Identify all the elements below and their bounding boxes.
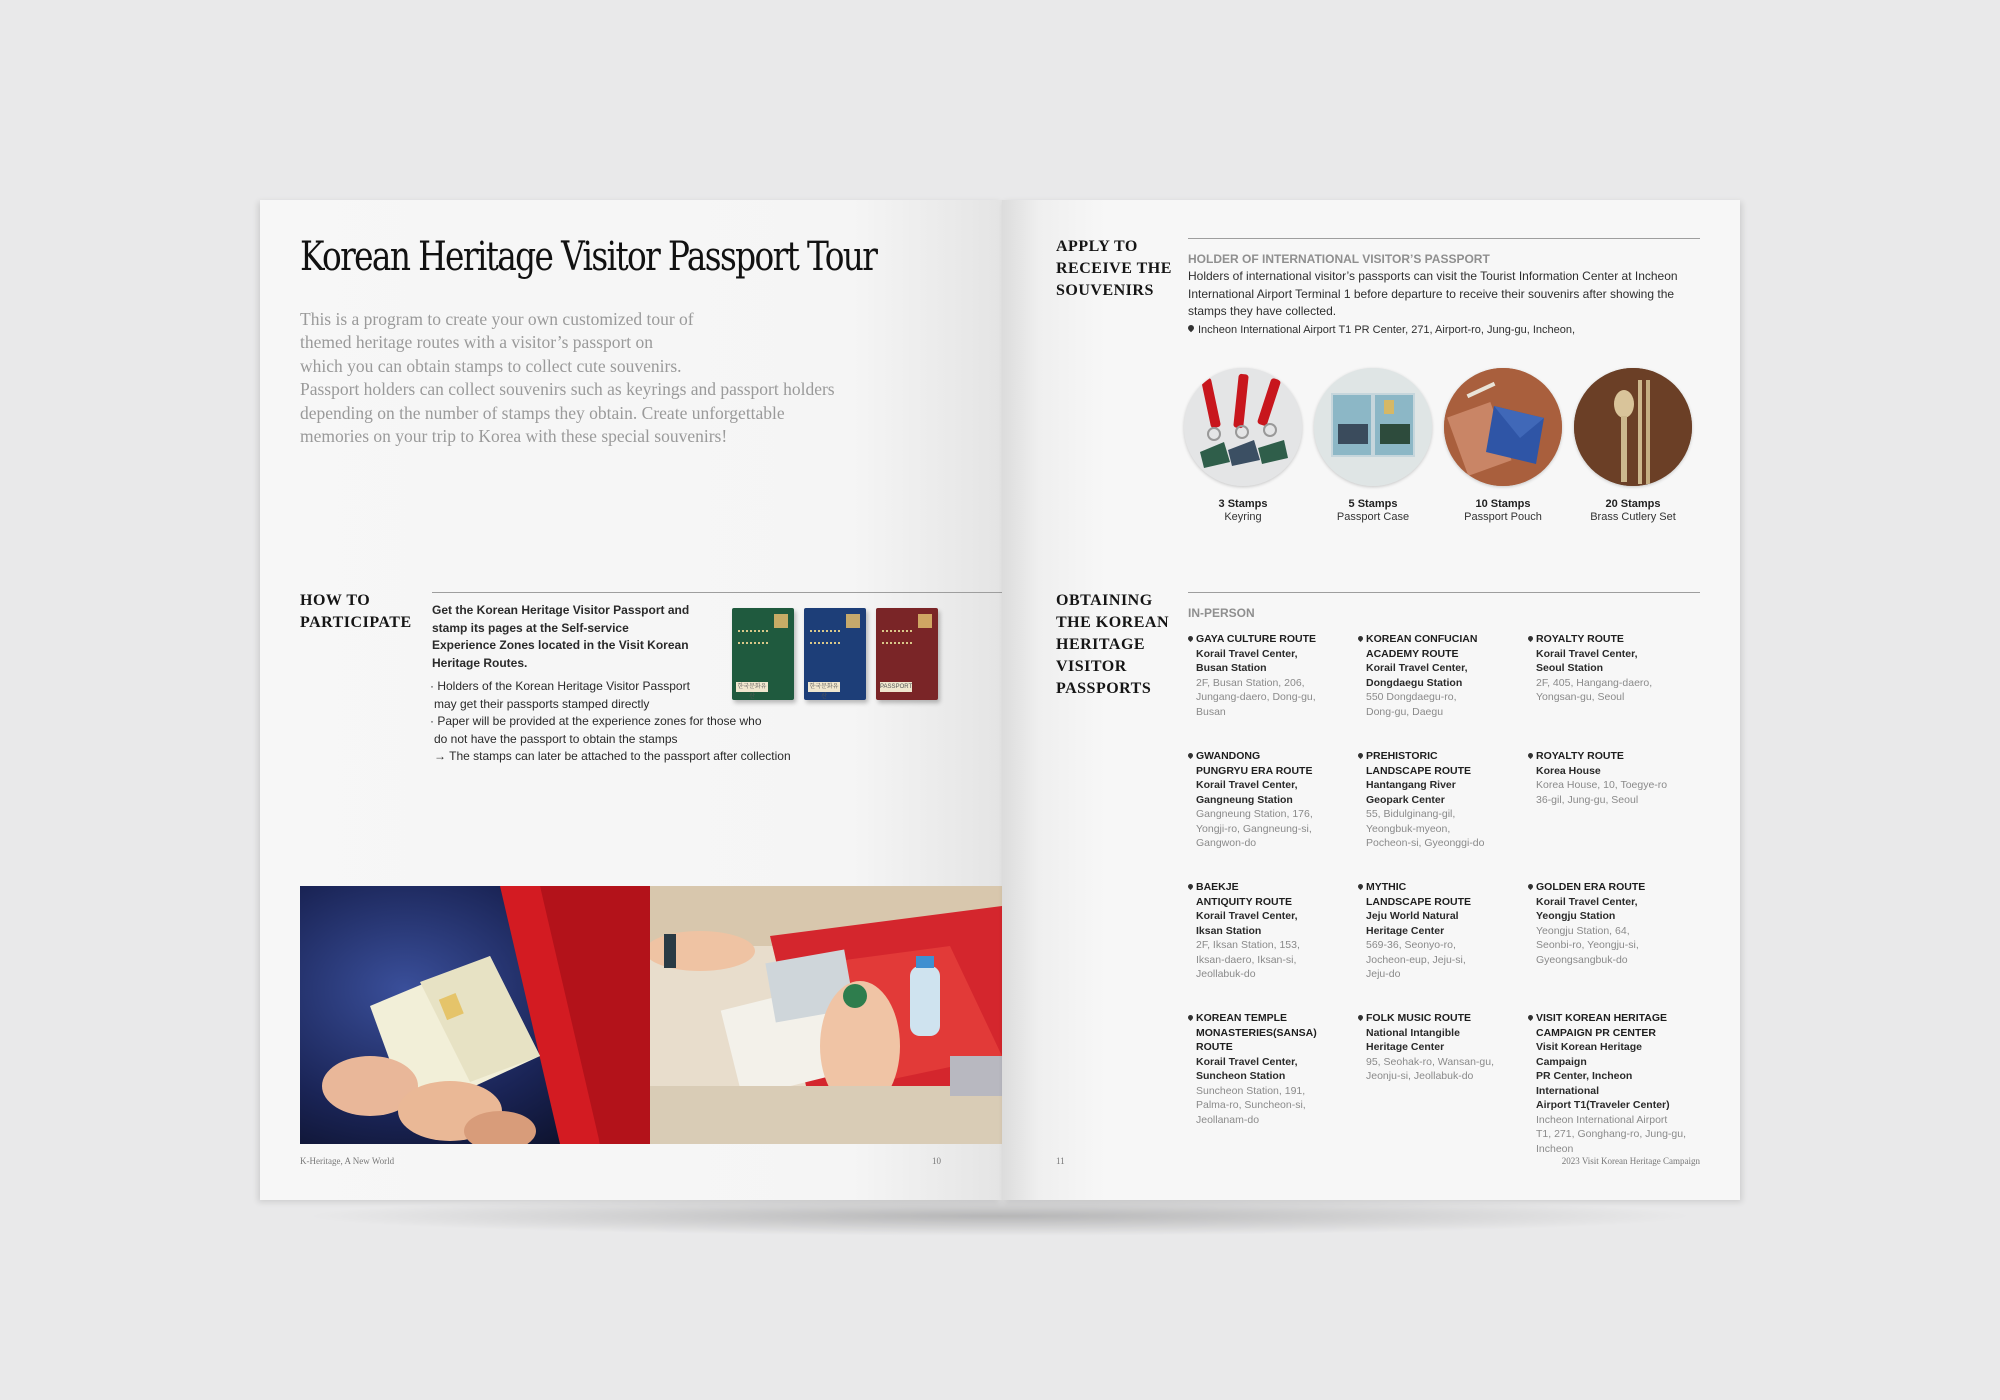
route-name: ROYALTY ROUTE xyxy=(1528,632,1693,647)
location-pin-icon xyxy=(1357,1014,1364,1021)
route-name: MYTHIC xyxy=(1358,880,1523,895)
route-name: FOLK MUSIC ROUTE xyxy=(1358,1011,1523,1026)
souvenir-name: Keyring xyxy=(1224,511,1262,523)
page-number: 10 xyxy=(932,1156,941,1166)
location-pin-icon xyxy=(1187,1014,1194,1021)
apply-heading-line: SOUVENIRS xyxy=(1056,282,1154,299)
route-address: Incheon xyxy=(1536,1142,1574,1155)
location-pin-icon xyxy=(1527,883,1534,890)
souvenir-stamp-count: 3 Stamps xyxy=(1218,498,1268,510)
location-pin-icon xyxy=(1357,635,1364,642)
how-to-heading-line: PARTICIPATE xyxy=(300,614,412,631)
route-name: KOREAN TEMPLE xyxy=(1188,1011,1353,1026)
section-divider xyxy=(1188,592,1700,593)
route-address: Dong-gu, Daegu xyxy=(1366,705,1444,718)
how-to-heading-line: HOW TO xyxy=(300,592,371,609)
souvenir-passport-pouch xyxy=(1438,368,1568,523)
route-card xyxy=(1358,880,1523,982)
route-venue: Korail Travel Center, xyxy=(1366,662,1468,674)
obtaining-heading-line: VISITOR xyxy=(1056,658,1127,675)
route-address: Yongji-ro, Gangneung-si, xyxy=(1196,822,1312,835)
route-card xyxy=(1358,1011,1523,1084)
route-name: GWANDONG xyxy=(1188,749,1353,764)
right-page xyxy=(1002,200,1740,1200)
how-to-lead-text: Get the Korean Heritage Visitor Passport and stamp its pages at the Self-service Experience Zones located in the Visit Korean Heritage Routes. xyxy=(432,603,690,670)
footer-campaign: 2023 Visit Korean Heritage Campaign xyxy=(1561,1156,1700,1166)
route-name: GAYA CULTURE ROUTE xyxy=(1188,632,1353,647)
passport-emblem-icon xyxy=(918,614,932,628)
passport-case-photo-icon xyxy=(1314,368,1432,486)
spread-shadow xyxy=(300,1196,1700,1236)
route-address: Jeonju-si, Jeollabuk-do xyxy=(1366,1070,1474,1082)
left-page xyxy=(260,200,1002,1200)
obtaining-heading-line: THE KOREAN xyxy=(1056,614,1170,631)
holder-description: Holders of international visitor’s passports can visit the Tourist Information Center at Incheon International Airport Terminal 1 before departure to receive their souvenirs after showing the stamps they have collected. xyxy=(1188,269,1678,318)
route-address: 55, Bidulginang-gil, xyxy=(1366,808,1456,820)
route-venue: Heritage Center xyxy=(1366,924,1445,937)
passport-blue-image xyxy=(804,608,866,700)
intro-line: depending on the number of stamps they obtain. Create unforgettable xyxy=(300,402,785,423)
section-divider xyxy=(1188,238,1700,239)
route-address: Busan xyxy=(1196,705,1226,718)
route-card xyxy=(1358,632,1523,719)
route-name: PREHISTORIC xyxy=(1358,749,1523,764)
intro-paragraph xyxy=(300,308,880,448)
route-address: Incheon International Airport xyxy=(1536,1113,1668,1126)
intro-line: This is a program to create your own customized tour of xyxy=(300,309,694,329)
location-pin-icon xyxy=(1187,635,1194,642)
keyring-photo-icon xyxy=(1184,368,1302,486)
route-venue: PR Center, Incheon International xyxy=(1536,1070,1633,1097)
route-card xyxy=(1528,749,1693,807)
passport-gold-lettering xyxy=(810,630,840,644)
route-address: 569-36, Seonyo-ro, xyxy=(1366,939,1456,951)
bullet-item: · Holders of the Korean Heritage Visitor Passport xyxy=(430,679,690,693)
passport-gold-lettering xyxy=(738,630,768,644)
passport-gold-lettering xyxy=(882,630,912,644)
passport-emblem-icon xyxy=(774,614,788,628)
location-pin-icon xyxy=(1527,752,1534,759)
route-card xyxy=(1528,880,1693,967)
intro-line: memories on your trip to Korea with these special souvenirs! xyxy=(300,426,728,447)
bullet-item: · Paper will be provided at the experience zones for those who xyxy=(430,714,762,728)
route-address: Palma-ro, Suncheon-si, xyxy=(1196,1099,1306,1111)
route-name: CAMPAIGN PR CENTER xyxy=(1536,1026,1656,1039)
route-address: Jocheon-eup, Jeju-si, xyxy=(1366,953,1466,966)
route-venue: Korail Travel Center, xyxy=(1196,779,1298,791)
route-name: BAEKJE xyxy=(1188,880,1353,895)
location-pin-icon xyxy=(1357,752,1364,759)
route-name: ROUTE xyxy=(1196,1041,1233,1053)
route-venue: Suncheon Station xyxy=(1196,1070,1286,1082)
route-address: 2F, 405, Hangang-daero, xyxy=(1536,676,1653,689)
intro-line: which you can obtain stamps to collect cute souvenirs. xyxy=(300,355,682,376)
route-name: PUNGRYU ERA ROUTE xyxy=(1196,764,1313,777)
passport-pouch-photo-icon xyxy=(1444,368,1562,486)
route-address: Gangwon-do xyxy=(1196,837,1257,849)
souvenir-name: Passport Case xyxy=(1336,511,1410,523)
bullet-item: may get their passports stamped directly xyxy=(434,696,650,711)
souvenir-passport-case xyxy=(1308,368,1438,523)
route-address: Pocheon-si, Gyeonggi-do xyxy=(1366,837,1485,849)
route-address: Seonbi-ro, Yeongju-si, xyxy=(1536,939,1639,951)
route-name: KOREAN CONFUCIAN xyxy=(1358,632,1523,647)
route-address: 2F, Iksan Station, 153, xyxy=(1196,939,1300,951)
route-venue: Iksan Station xyxy=(1196,924,1262,937)
apply-heading-line: APPLY TO xyxy=(1056,238,1138,255)
route-venue: Korail Travel Center, xyxy=(1536,647,1638,660)
route-name: VISIT KOREAN HERITAGE xyxy=(1528,1011,1693,1026)
location-pin-icon xyxy=(1357,883,1364,890)
passport-emblem-icon xyxy=(846,614,860,628)
souvenir-name: Brass Cutlery Set xyxy=(1590,511,1676,523)
cutlery-photo-icon xyxy=(1574,368,1692,486)
in-person-label: IN-PERSON xyxy=(1188,606,1255,620)
souvenir-keyring xyxy=(1178,368,1308,523)
route-venue: Jeju World Natural xyxy=(1366,910,1459,922)
route-venue: National Intangible xyxy=(1366,1026,1460,1039)
route-venue: Gangneung Station xyxy=(1196,793,1293,806)
how-to-heading xyxy=(300,590,412,634)
souvenir-name: Passport Pouch xyxy=(1464,511,1542,523)
route-card xyxy=(1358,749,1523,851)
route-venue: Dongdaegu Station xyxy=(1366,676,1463,689)
passport-label: PASSPORT xyxy=(880,684,913,690)
route-name: LANDSCAPE ROUTE xyxy=(1366,764,1472,777)
bullet-item: do not have the passport to obtain the stamps xyxy=(434,731,678,746)
route-venue: Heritage Center xyxy=(1366,1041,1445,1053)
route-address: Korea House, 10, Toegye-ro xyxy=(1536,779,1668,791)
apply-heading-line: RECEIVE THE xyxy=(1056,260,1172,277)
footer-publication: K-Heritage, A New World xyxy=(300,1156,395,1166)
location-pin-icon xyxy=(1187,883,1194,890)
passport-red-image xyxy=(876,608,938,700)
holder-label: HOLDER OF INTERNATIONAL VISITOR’S PASSPORT xyxy=(1188,252,1490,266)
route-venue: Korea House xyxy=(1536,764,1601,777)
route-venue: Geopark Center xyxy=(1366,793,1445,806)
route-address: Iksan-daero, Iksan-si, xyxy=(1196,953,1297,966)
route-card xyxy=(1188,880,1353,982)
souvenir-cutlery-set xyxy=(1568,368,1698,523)
route-address: Jungang-daero, Dong-gu, xyxy=(1196,691,1316,703)
obtaining-heading-line: HERITAGE xyxy=(1056,636,1146,653)
apply-heading xyxy=(1056,236,1172,302)
page-number: 11 xyxy=(1056,1156,1065,1166)
page-title: Korean Heritage Visitor Passport Tour xyxy=(300,234,877,280)
intro-line: themed heritage routes with a visitor’s passport on xyxy=(300,332,654,353)
route-name: ACADEMY ROUTE xyxy=(1366,647,1459,660)
photo-stamp-booth xyxy=(650,886,1002,1144)
photo-passport-stamping xyxy=(300,886,650,1144)
route-venue: Korail Travel Center, xyxy=(1196,910,1298,922)
route-address: Jeollabuk-do xyxy=(1196,968,1256,980)
location-pin-icon xyxy=(1527,1014,1534,1021)
obtaining-heading xyxy=(1056,590,1169,700)
route-address: 2F, Busan Station, 206, xyxy=(1196,676,1305,689)
route-venue: Korail Travel Center, xyxy=(1196,647,1298,660)
intro-line: Passport holders can collect souvenirs such as keyrings and passport holders xyxy=(300,379,835,400)
souvenir-stamp-count: 5 Stamps xyxy=(1348,498,1398,510)
route-address: Gangneung Station, 176, xyxy=(1196,808,1313,820)
route-card xyxy=(1528,1011,1693,1156)
location-pin-icon xyxy=(1187,752,1194,759)
obtaining-heading-line: PASSPORTS xyxy=(1056,680,1152,697)
route-address: Jeju-do xyxy=(1366,968,1401,980)
location-pin-icon xyxy=(1187,324,1195,332)
route-address: Jeollanam-do xyxy=(1196,1113,1260,1126)
route-address: Yongsan-gu, Seoul xyxy=(1536,691,1625,703)
souvenir-stamp-count: 20 Stamps xyxy=(1605,498,1661,510)
route-address: Yeongbuk-myeon, xyxy=(1366,822,1451,835)
route-address: T1, 271, Gonghang-ro, Jung-gu, xyxy=(1536,1128,1687,1140)
route-name: GOLDEN ERA ROUTE xyxy=(1528,880,1693,895)
route-venue: Hantangang River xyxy=(1366,779,1456,791)
route-card xyxy=(1188,1011,1353,1127)
passport-label: 한국문화유산 xyxy=(737,684,767,700)
route-card xyxy=(1188,749,1353,851)
route-address: Yeongju Station, 64, xyxy=(1536,924,1630,937)
route-venue: Korail Travel Center, xyxy=(1196,1055,1298,1068)
route-address: 95, Seohak-ro, Wansan-gu, xyxy=(1366,1055,1495,1068)
route-venue: Airport T1(Traveler Center) xyxy=(1536,1099,1670,1111)
route-venue: Seoul Station xyxy=(1536,662,1604,674)
route-address: Gyeongsangbuk-do xyxy=(1536,953,1628,966)
souvenir-stamp-count: 10 Stamps xyxy=(1475,498,1531,510)
route-name: MONASTERIES(SANSA) xyxy=(1196,1026,1317,1039)
route-card xyxy=(1188,632,1353,719)
passport-green-image xyxy=(732,608,794,700)
route-address: 550 Dongdaegu-ro, xyxy=(1366,691,1457,703)
route-address: 36-gil, Jung-gu, Seoul xyxy=(1536,793,1639,806)
route-venue: Visit Korean Heritage Campaign xyxy=(1536,1041,1643,1068)
route-venue: Yeongju Station xyxy=(1536,910,1616,922)
bullet-item: → The stamps can later be attached to the passport after collection xyxy=(434,749,791,763)
section-divider xyxy=(432,592,1002,593)
passport-label: 한국문화유산 xyxy=(809,684,839,700)
route-venue: Busan Station xyxy=(1196,662,1267,674)
apply-address xyxy=(1188,324,1708,336)
route-card xyxy=(1528,632,1693,705)
obtaining-heading-line: OBTAINING xyxy=(1056,592,1153,609)
apply-address-text: Incheon International Airport T1 PR Center, 271, Airport-ro, Jung-gu, Incheon, xyxy=(1198,324,1576,336)
route-name: ROYALTY ROUTE xyxy=(1528,749,1693,764)
route-name: ANTIQUITY ROUTE xyxy=(1196,895,1293,908)
route-address: Suncheon Station, 191, xyxy=(1196,1084,1306,1097)
route-venue: Korail Travel Center, xyxy=(1536,895,1638,908)
route-name: LANDSCAPE ROUTE xyxy=(1366,895,1472,908)
location-pin-icon xyxy=(1527,635,1534,642)
